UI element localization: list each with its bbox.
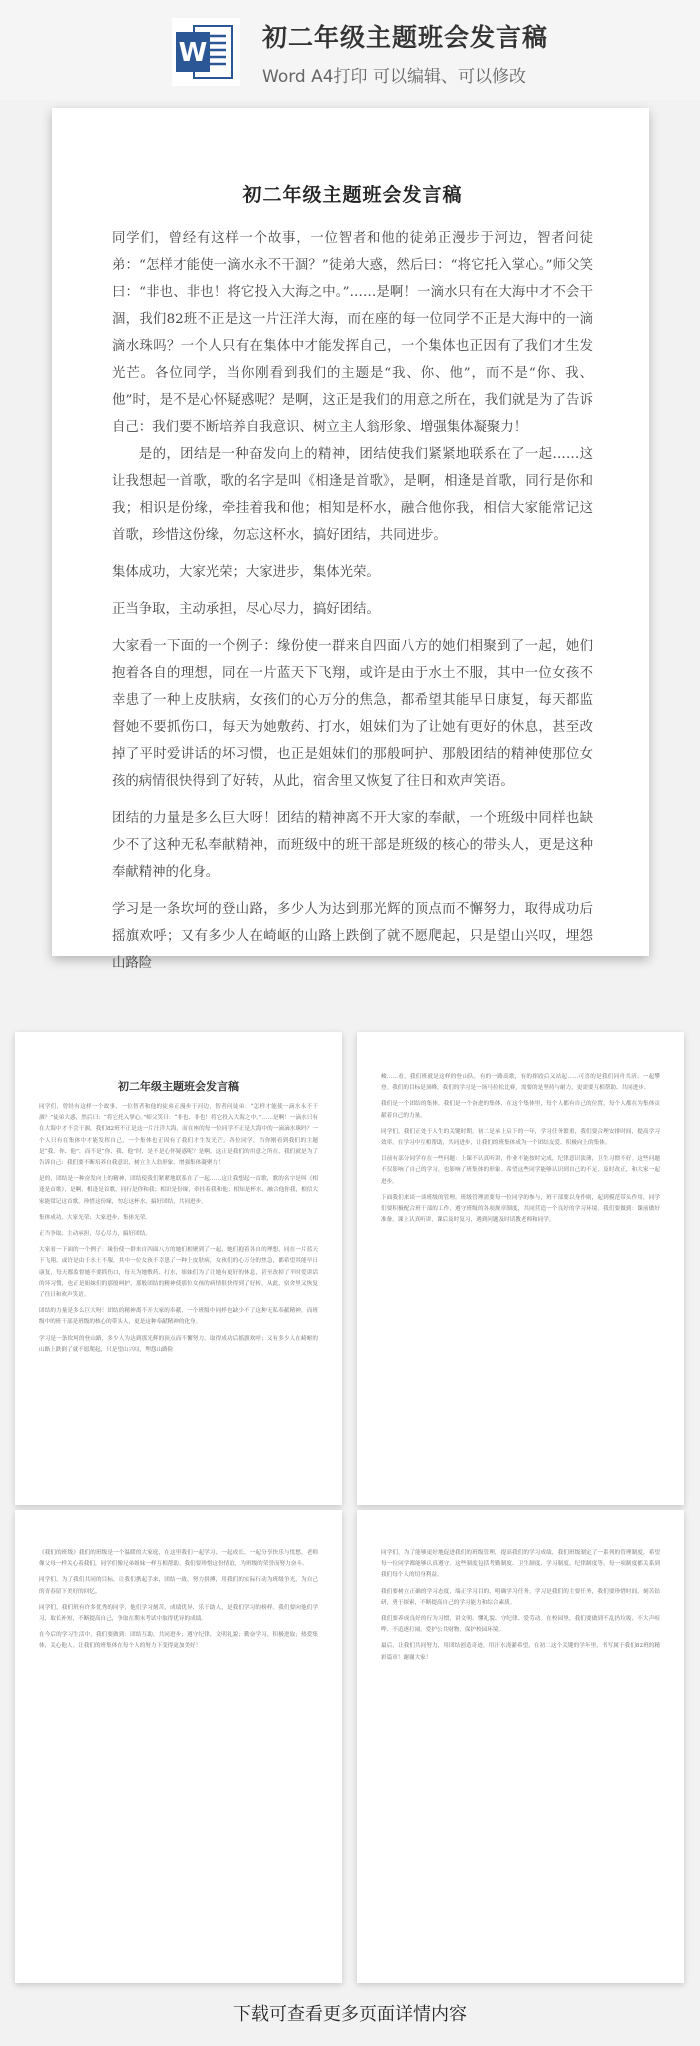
thumbnail-paragraph: 团结的力量是多么巨大呀！团结的精神离不开大家的奉献，一个班级中同样也缺少不了这种无私奉献精神，而班级中的班干部是班级的核心的带头人，更是这种奉献精神的化身。	[39, 1308, 318, 1326]
thumbnail-paragraph: 同学们，为了能够更好地促进我们的班级管理，提高我们的学习成绩，我们班级制定了一系列的管理制度，希望每一位同学都能够认真遵守。这些制度包括考勤制度、卫生制度、学习制度、纪律制度等，每一项制度都关系到我们每个人的切身利益。	[381, 1550, 660, 1579]
page-thumbnail-2[interactable]	[357, 1032, 684, 1505]
word-icon	[172, 18, 240, 86]
header-title: 初二年级主题班会发言稿	[262, 23, 549, 52]
thumbnail-paragraph: 下面我们来谈一谈班级的管理。班级管理需要每一位同学的参与，班干部要以身作则，起到模范带头作用，同学们要积极配合班干部的工作，遵守班级的各项规章制度，共同营造一个良好的学习环境。我们要做到：课前做好准备，课上认真听讲，课后及时复习，遇到问题及时请教老师和同学。	[381, 1194, 660, 1224]
thumbnail-paragraph: 在今后的学习生活中，我们要做到：团结互助，共同进步；遵守纪律，文明礼貌；勤奋学习，积极进取；热爱集体，关心他人。让我们的班集体在每个人的努力下变得更加美好！	[39, 1632, 318, 1650]
header-subtitle: Word A4打印 可以编辑、可以修改	[262, 67, 526, 87]
document-paragraph: 是的，团结是一种奋发向上的精神，团结使我们紧紧地联系在了一起……这让我想起一首歌，歌的名字是叫《相逢是首歌》，是啊，相逢是首歌，同行是你和我；相识是份缘，牵挂着我和他；相知是杯水，融合他你我，相信大家能常记这首歌，珍惜这份缘，勿忘这杯水，搞好团结，共同进步。	[112, 447, 593, 543]
thumbnail-paragraph: 最后，让我们共同努力，用团结创造奇迹，用汗水浇灌希望，在初二这个关键的学年里，书写属于我们82班的精彩篇章！谢谢大家！	[381, 1643, 660, 1661]
thumbnail-paragraph: 同学们，我们正处于人生的关键时期，初二是承上启下的一年，学习任务繁重，我们要合理安排时间，提高学习效率，在学习中互相帮助，共同进步，让我们的班集体成为一个团结友爱、积极向上的集体。	[381, 1128, 660, 1147]
thumbnail-paragraph: 集体成功，大家光荣；大家进步，集体光荣。	[39, 1214, 151, 1221]
thumbnail-paragraph: 峻……看，我们班就是这样的登山队，有的一路高歌，有的摔跤后又站起……可喜的是我们同舟共济、一起攀登。我们的目标是顶峰，我们的学习是一场马拉松比赛，需要的是坚持与耐力，更需要互相帮助、共同进步。	[381, 1074, 660, 1092]
thumbnail-paragraph: 同学们，为了我们共同的目标，让我们携起手来，团结一致，努力拼搏，用我们的实际行动为班级争光，为自己的青春留下美好的回忆。	[39, 1577, 318, 1595]
thumbnail-paragraph: 学习是一条坎坷的登山路，多少人为达到那光辉的顶点而不懈努力，取得成功后摇旗欢呼；又有多少人在崎岖的山路上跌倒了就不愿爬起，只是望山兴叹，埋怨山路险	[39, 1335, 318, 1353]
svg-text:W: W	[178, 38, 208, 68]
thumbnail-paragraph: 是的，团结是一种奋发向上的精神，团结使我们紧紧地联系在了一起……这让我想起一首歌，歌的名字是叫《相逢是首歌》，是啊，相逢是首歌，同行是你和我；相识是份缘，牵挂着我和他；相知是杯水，融合他你我，相信大家能常记这首歌，珍惜这份缘，勿忘这杯水，搞好团结，共同进步。	[39, 1176, 318, 1205]
thumbnail-paragraph: 我们要树立正确的学习态度，端正学习目的，明确学习任务。学习是我们的主要任务，我们要珍惜时间，刻苦钻研，勇于探索，不断提高自己的学习能力和综合素质。	[381, 1588, 660, 1606]
document-paragraph: 团结的力量是多么巨大呀！团结的精神离不开大家的奉献，一个班级中同样也缺少不了这种无私奉献精神，而班级中的班干部是班级的核心的带头人，更是这种奉献精神的化身。	[112, 811, 593, 880]
document-page-preview	[52, 108, 649, 971]
document-paragraph: 大家看一下面的一个例子：缘份使一群来自四面八方的她们相聚到了一起，她们抱着各自的理想，同在一片蓝天下飞翔，或许是由于水土不服，其中一位女孩不幸患了一种上皮肤病，女孩们的心万分的焦急，都希望其能早日康复，每天都监督她不要抓伤口，每天为她敷药、打水，姐妹们为了让她有更好的休息，甚至改掉了平时爱讲话的坏习惯，也正是姐妹们的那般呵护、那般团结的精神使那位女孩的病情很快得到了好转，从此，宿舍里又恢复了往日和欢声笑语。	[112, 639, 593, 789]
thumbnail-title: 初二年级主题班会发言稿	[118, 1080, 239, 1093]
page-thumbnail-4[interactable]	[357, 1510, 684, 1983]
document-paragraph: 集体成功，大家光荣；大家进步，集体光荣。	[112, 565, 380, 580]
thumbnail-paragraph: 我们是一个团结的集体，我们是一个奋进的集体，在这个集体里，每个人都有自己的位置，每个人都在为集体贡献着自己的力量。	[381, 1101, 660, 1119]
document-title: 初二年级主题班会发言稿	[242, 184, 463, 206]
thumbnail-paragraph: 目前有部分同学存在一些问题：上课不认真听讲，作业不能按时完成，纪律意识淡薄，卫生习惯不好。这些问题不仅影响了自己的学习，也影响了班集体的形象。希望这些同学能够认识到自己的不足，及时改正，和大家一起进步。	[381, 1156, 660, 1185]
page-thumbnail-3[interactable]	[15, 1510, 342, 1983]
page-thumbnail-1[interactable]	[15, 1032, 342, 1505]
thumbnail-paragraph: 同学们，曾经有这样一个故事，一位智者和他的徒弟正漫步于河边，智者问徒弟：“怎样才能使一滴水永不干涸？”徒弟大惑，然后曰：“将它托入掌心。”师父笑曰：“非也、非也！将它投入大海之中。”……是啊！一滴水只有在大海中才不会干涸，我们82班不正是这一片汪洋大海，而在座的每一位同学不正是大海中的一滴滴水珠吗？一个人只有在集体中才能发挥自己，一个集体也正因有了我们才生发光芒。各位同学，当你刚看到我们的主题是“我、你、他”，而不是“你、我、他”时，是不是心怀疑惑呢？是啊，这正是我们的用意之所在，我们就是为了告诉自己：我们要不断培养自我意识、树立主人翁形象、增强集体凝聚力！	[39, 1104, 318, 1167]
thumbnail-paragraph: 大家看一下面的一个例子：缘份使一群来自四面八方的她们相聚到了一起，她们抱着各自的理想，同在一片蓝天下飞翔，或许是由于水土不服，其中一位女孩不幸患了一种上皮肤病，女孩们的心万分的焦急，都希望其能早日康复，每天都监督她不要抓伤口，每天为她敷药、打水，姐妹们为了让她有更好的休息，甚至改掉了平时爱讲话的坏习惯，也正是姐妹们的那般呵护、那般团结的精神使那位女孩的病情很快得到了好转，从此，宿舍里又恢复了往日和欢声笑语。	[39, 1247, 318, 1299]
thumbnail-paragraph: 正当争取，主动承担，尽心尽力，搞好团结。	[39, 1231, 151, 1238]
document-paragraph: 正当争取，主动承担，尽心尽力，搞好团结。	[112, 602, 380, 617]
thumbnail-paragraph: 我们要养成良好的行为习惯，讲文明、懂礼貌、守纪律、爱劳动。在校园里，我们要做到不乱扔垃圾、不大声喧哗、不追逐打闹，爱护公共财物，保护校园环境。	[381, 1616, 660, 1634]
thumbnail-paragraph: 《我们的班级》我们的班级是一个温暖的大家庭，在这里我们一起学习、一起成长、一起分享快乐与忧愁。老师像父母一样关心着我们，同学们像兄弟姐妹一样互相帮助。我们要珍惜这份情谊，为班级的荣誉而努力奋斗。	[39, 1550, 318, 1568]
document-paragraph: 学习是一条坎坷的登山路，多少人为达到那光辉的顶点而不懈努力，取得成功后摇旗欢呼；又有多少人在崎岖的山路上跌倒了就不愿爬起，只是望山兴叹，埋怨山路险	[112, 902, 593, 971]
header	[0, 0, 700, 100]
download-more-link[interactable]: 下载可查看更多页面详情内容	[233, 2004, 467, 2025]
document-paragraph: 同学们，曾经有这样一个故事，一位智者和他的徒弟正漫步于河边，智者问徒弟：“怎样才能使一滴水永不干涸？”徒弟大惑，然后曰：“将它托入掌心。”师父笑曰：“非也、非也！将它投入大海之中。”……是啊！一滴水只有在大海中才不会干涸，我们82班不正是这一片汪洋大海，而在座的每一位同学不正是大海中的一滴滴水珠吗？一个人只有在集体中才能发挥自己，一个集体也正因有了我们才生发光芒。各位同学，当你刚看到我们的主题是“我、你、他”，而不是“你、我、他”时，是不是心怀疑惑呢？是啊，这正是我们的用意之所在，我们就是为了告诉自己：我们要不断培养自我意识、树立主人翁形象、增强集体凝聚力！	[112, 231, 593, 435]
thumbnail-paragraph: 同学们，我们班有许多优秀的同学，他们学习刻苦，成绩优异，乐于助人，是我们学习的榜样。我们要向他们学习，取长补短，不断提高自己，争取在期末考试中取得优异的成绩。	[39, 1604, 318, 1623]
